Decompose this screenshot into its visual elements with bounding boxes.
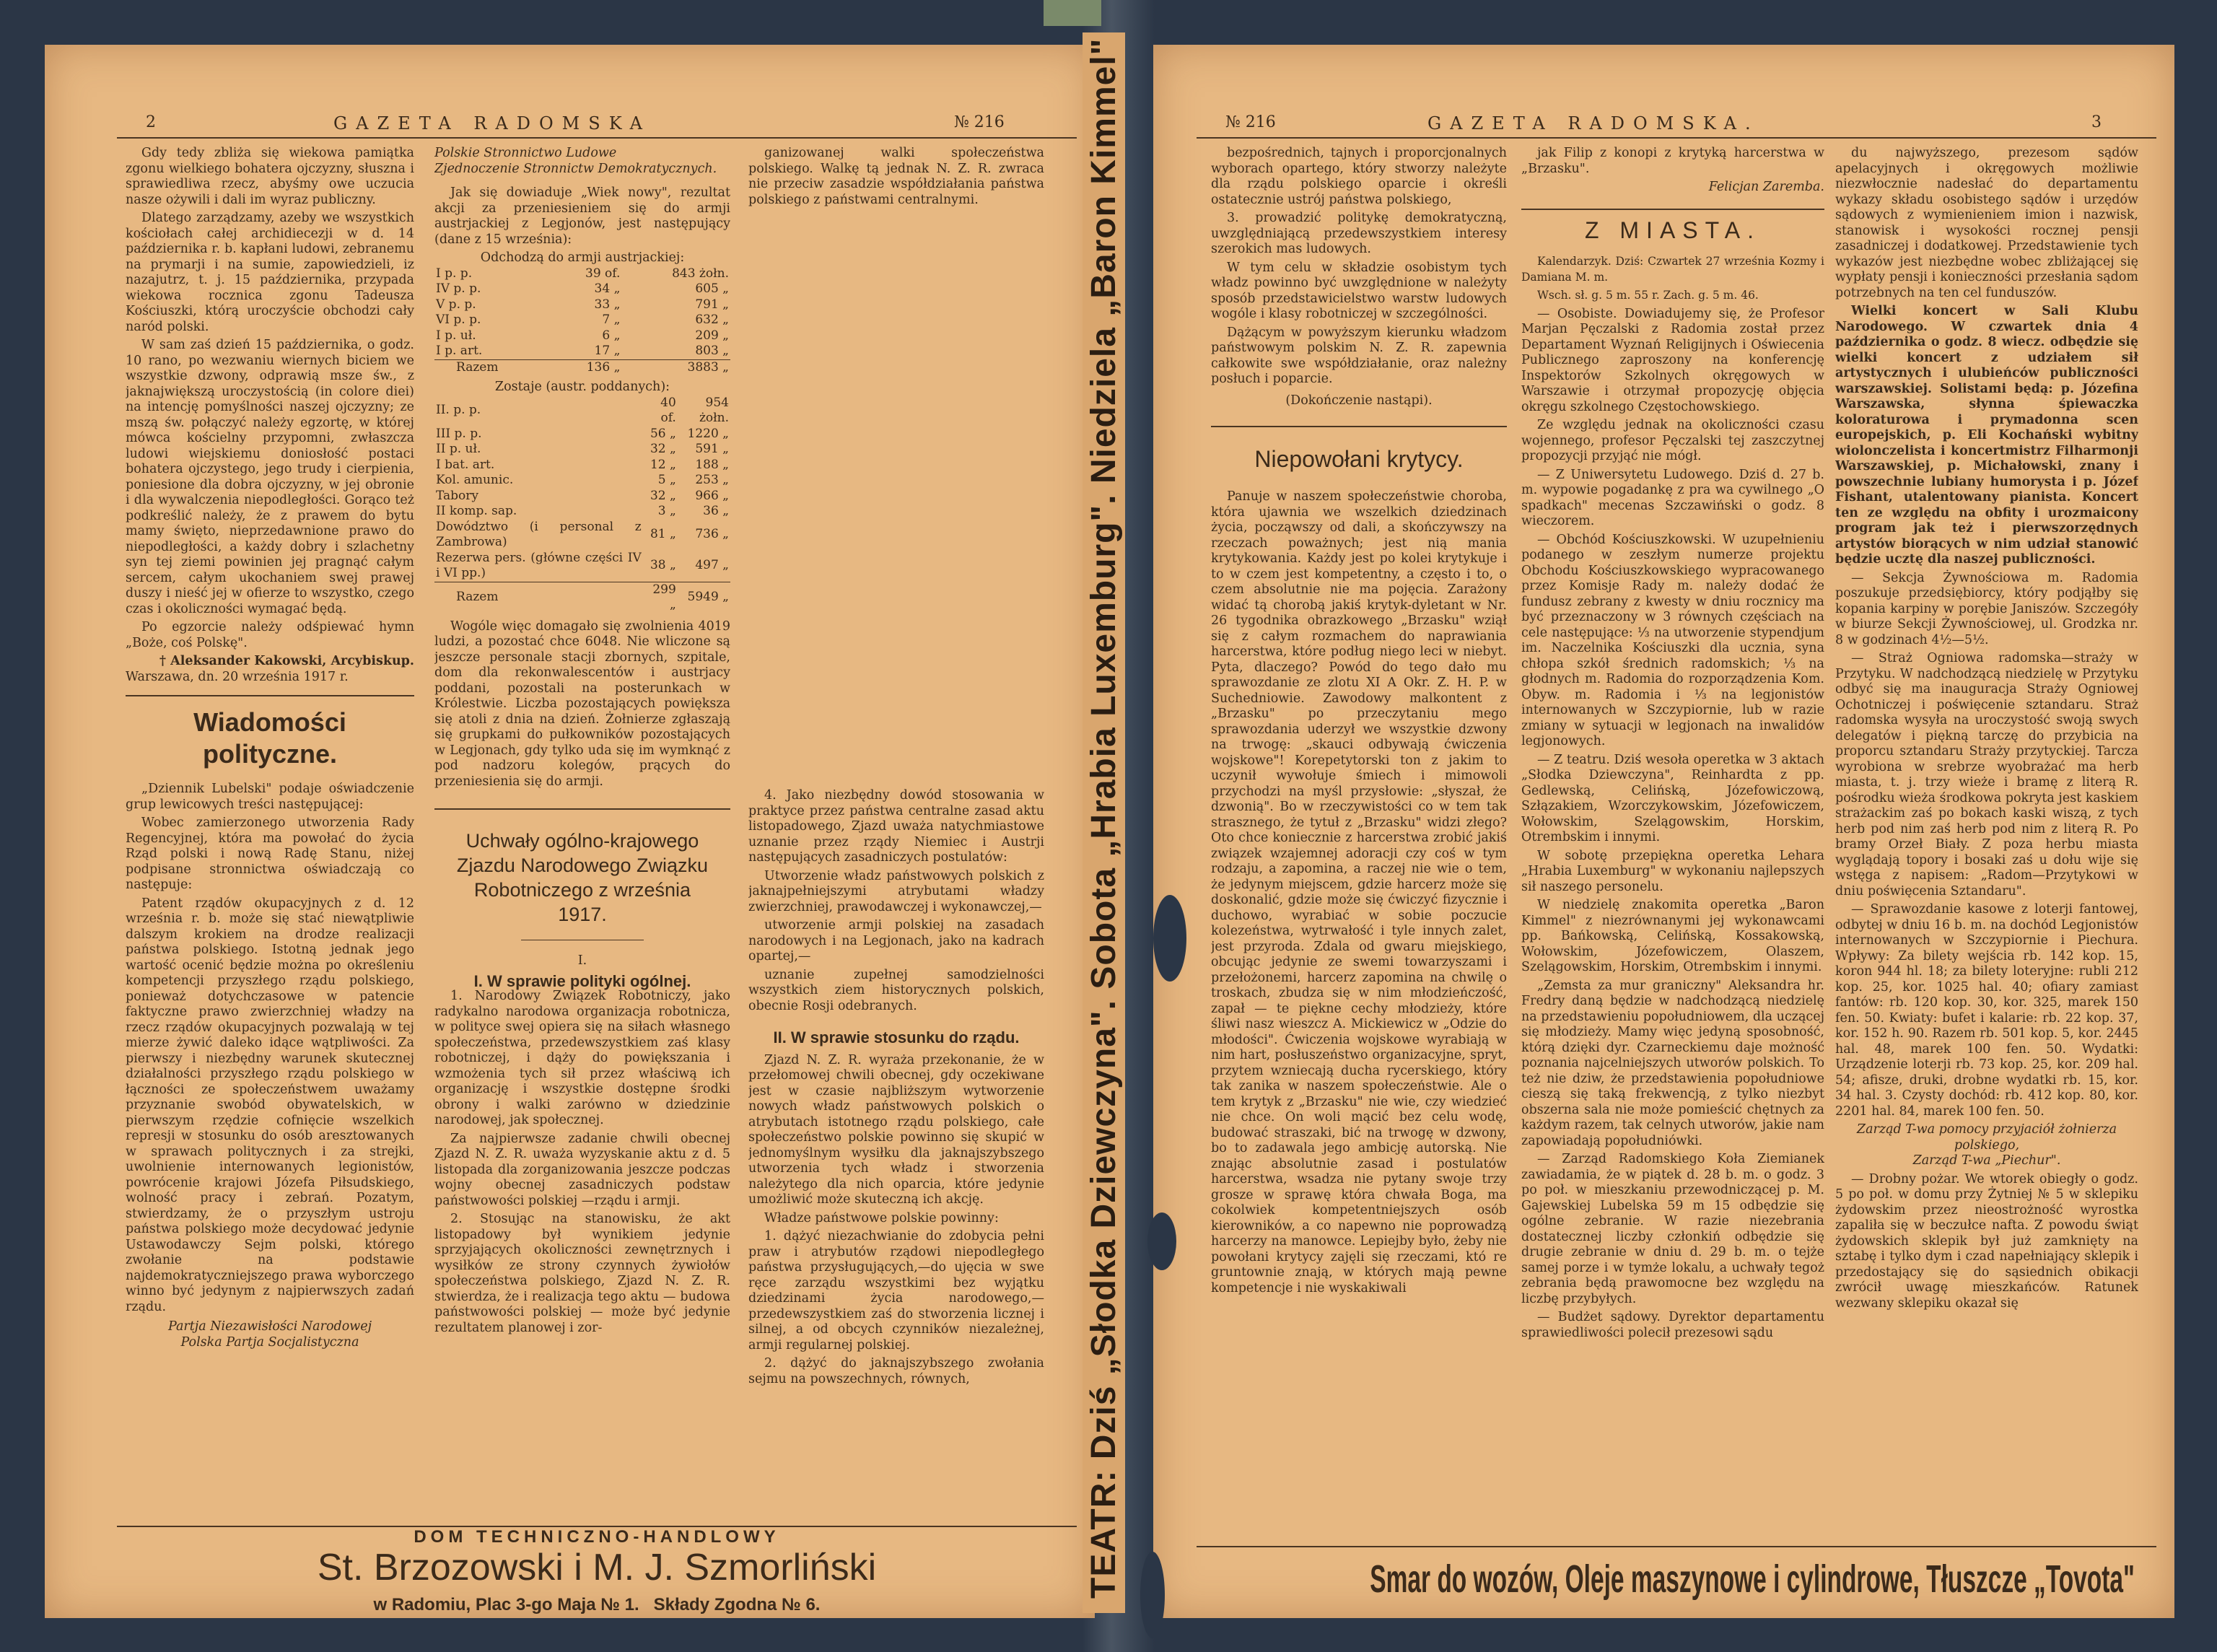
right-column-3 (1835, 146, 2138, 1539)
right-column-1 (1211, 146, 1507, 1539)
paragraph: Za najpierwsze zadanie chwili obecnej Zjazd N. Z. R. uważa wyzyskanie aktu z d. 5 listopada dla zorganizowania jeszcze podczas wojny obecnej zasadniczych podstaw państwowości polskiej —rządu i armji. (434, 1131, 730, 1208)
table-cell: 605 „ (695, 281, 729, 296)
signature: † Aleksander Kakowski, Arcybiskup. (159, 654, 414, 668)
sunrise-sunset: Wsch. sł. g. 5 m. 55 r. Zach. g. 5 m. 46. (1537, 289, 1759, 302)
table-cell: 36 „ (703, 504, 729, 518)
table-row (434, 328, 730, 344)
paragraph: 4. Jako niezbędny dowód stosowania w praktyce przez państwa centralne zasad aktu listopadowego, Zjazd uważa natychmiastowe uznanie przez rządy Niemiec i Austrji następujących zasadniczych postulatów: (748, 788, 1044, 865)
table-caption: Zostaje (austr. poddanych): (494, 380, 670, 394)
table-cell: V p. p. (436, 297, 476, 312)
paragraph: Dążącym w powyższym kierunku władzom państwowym polskim N. Z. R. zapewnia całkowite swe współdziałanie, oraz należny posłuch i poparcie. (1211, 325, 1507, 386)
table-cell: VI p. p. (436, 313, 481, 327)
table-row (434, 395, 730, 427)
table-cell: 3883 „ (687, 359, 729, 375)
party-names: Polskie Stronnictwo Ludowe Zjednoczenie Stronnictw Demokratycznych. (434, 146, 717, 176)
news-item: du najwyższego, prezesom sądów apelacyjnych i okręgowych możliwie niezwłocznie nadesłać do departamentu wykazy składu osobistego sądów i urzędów sądowych z wymienieniem imion i nazwisk, stanowisk i wysokości rocznej pensji zasadniczej i dodatkowej. Przedstawienie tych wykazów jest niezbędne wobec zbliżającej się wypłaty pensji i konieczności przesłania sądom potrzebnych na ten cel funduszów. (1835, 146, 2138, 300)
blank-space (748, 211, 1044, 788)
paragraph: Zjazd N. Z. R. wyraża przekonanie, że w przełomowej chwili obecnej, gdy oczekiwane jest w czasie najbliższym wytworzenie nowych władz państwowych polskich o atrybutach istotnego rządu polskiego, całe społeczeństwo polskie powinno się skupić w jednomyślnym wysiłku dla jaknajszybszego utworzenia tych władz i stworzenia należytego dla nich oparcia, które jedynie umożliwić może skuteczną ich akcję. (748, 1052, 1044, 1207)
table-cell: Dowództwo (i personal z Zambrowa) (436, 519, 642, 549)
table-cell: I p. art. (436, 344, 483, 358)
section-title: I. W sprawie polityki ogólnej. (473, 971, 691, 990)
table-row (434, 344, 730, 359)
table-row (434, 458, 730, 473)
news-item: „Zemsta za mur graniczny" Aleksandra hr. Fredry daną będzie w nadchodzącą niedzielę na przedstawieniu popołudniowem, dla uczącej się młodzieży. Mamy więc jedyną sposobność, którą dzięki dyr. Czarneckiemu daje możność poznania najcelniejszych utworów polskich. To też nie dziw, że przedstawienia popołudniowe cieszą się taką frekwencją, z tylko niezbyt obszerna sala nie może pomieścić chętnych za każdym razem, tak celnych utworów, jakie nam zapowiadają popołudniówki. (1521, 978, 1824, 1148)
table-row (434, 504, 730, 520)
table-cell: 39 of. (585, 266, 621, 281)
table-cell: 791 „ (695, 297, 729, 312)
paragraph: Po egzorcie należy odśpiewać hymn „Boże, coś Polskę". (126, 620, 414, 650)
table-row (434, 266, 730, 282)
news-item: — Z Uniwersytetu Ludowego. Dziś d. 27 b. m. wypowie pogadankę z pra wa cywilnego „O spadkach" mecenas Szczawiński o godz. 8 wieczorem. (1521, 467, 1824, 528)
header-rule (117, 137, 1077, 139)
paragraph: Gdy tedy zbliża się wiekowa pamiątka zgonu wielkiego bohatera ojczyzny, słuszna i sprawiedliwa rzecz, abyśmy owe uczucia nasze ożywili i dali im wyraz publiczny. (126, 146, 414, 207)
news-item: — Budżet sądowy. Dyrektor departamentu sprawiedliwości polecił prezesowi sądu (1521, 1310, 1824, 1340)
table-row (434, 520, 730, 551)
table-cell: 32 „ (650, 442, 676, 456)
article-headline: Niepowołani krytycy. (1254, 446, 1464, 472)
paragraph: uznanie zupełnej samodzielności wszystkich ziem historycznych polskich, obecnie Rosji odebranych. (748, 967, 1044, 1013)
section-heading: Z MIASTA. (1584, 217, 1762, 243)
table-cell: 253 „ (695, 473, 729, 487)
table-cell: 209 „ (695, 328, 729, 343)
paragraph: ganizowanej walki społeczeństwa polskiego. Walkę tą jednak N. Z. R. zwraca nie przeciw zasadzie współdziałania państwa polskiego z państwami centralnymi. (748, 146, 1044, 207)
legion-table-staying (434, 395, 730, 613)
table-row (434, 313, 730, 328)
table-cell: 33 „ (594, 297, 621, 312)
table-cell: I bat. art. (436, 457, 495, 472)
article-headline: Uchwały ogólno-krajowego Zjazdu Narodowego Związku Robotniczego z września 1917. (456, 830, 709, 925)
left-masthead: GAZETA RADOMSKA (333, 113, 651, 134)
table-cell: Tabory (436, 488, 479, 503)
table-cell: 497 „ (695, 558, 729, 573)
paragraph: 1. dążyć niezachwianie do zdobycia pełni praw i atrybutów rządowi niepodległego państwa przysługujących,—do ujęcia w swe ręce zarządu wszystkimi bez wyjątku dziedzinami życia narodowego,—przedewszystkiem zaś do stworzenia licznej i silnej, a od obcych czynników niezależnej, armji regularnej polskiej. (748, 1229, 1044, 1352)
paragraph: 1. Narodowy Związek Robotniczy, jako radykalno narodowa organizacja robotnicza, w polityce swej opiera się na siłach własnego społeczeństwa, przedewszystkiem zaś klasy robotniczej, i dąży do powiększania i wzmożenia tych sił przez właściwą ich organizację i wszystkie dostępne środki obrony i walki zarówno w dziedzinie narodowej, jak społecznej. (434, 989, 730, 1127)
table-cell: 188 „ (695, 457, 729, 472)
right-column-2 (1521, 146, 1824, 1539)
header-rule (1197, 137, 2156, 139)
table-cell: 17 „ (594, 344, 621, 358)
party-signatures: Partja Niezawisłości Narodowej Polska Partja Socjalistyczna (167, 1319, 372, 1350)
table-total-row (434, 359, 730, 375)
table-cell: 7 „ (602, 313, 621, 327)
signature: Felicjan Zaremba. (1708, 180, 1824, 194)
table-cell: 632 „ (695, 313, 729, 327)
section-title: II. W sprawie stosunku do rządu. (773, 1028, 1020, 1046)
roman-numeral: I. (577, 953, 587, 968)
news-item: Wielki koncert w Sali Klubu Narodowego. W czwartek dnia 4 października o godz. 8 wiecz. odbędzie się wielki koncert z udziałem sił artystycznych i ulubieńców publiczności warszawskiej. Solistami będą: p. Józefina Warszawska, słynna śpiewaczka koloraturowa i prymadonna scen europejskich, p. Eli Kochański wybitny wiolonczelista i koncertmistrz Filharmonji Warszawskiej, p. Michałowski, znany i powszechnie lubiany humorysta i p. Józef Fishant, utalentowany pianista. Koncert ten ze względu na obfity i urozmaicony program jak też i pierwszorzędnych artystów biorących w nim udział stanowić będzie ucztę dla naszej publiczności. (1835, 304, 2138, 567)
paragraph: W tym celu w składzie osobistym tych władz powinno być uwzględnione w należyty sposób przedstawicielstwo warstw ludowych wogóle i klasy robotniczej w szczególności. (1211, 260, 1507, 321)
divider (1521, 209, 1824, 210)
news-item: W sobotę przepiękna operetka Lehara „Hrabia Luxemburg" w wykonaniu najlepszych sił naszego personelu. (1521, 848, 1824, 894)
news-item: — Sprawozdanie kasowe z loterji fantowej, odbytej w dniu 16 b. m. na dochód Legjonistów internowanych w Szczypiornie i Piechura. Wpływy: Za bilety wejścia rb. 142 kop. 15, koron 944 hl. 18; za bilety loteryjne: rubli 212 kop. 25, kor. 1025 hal. 40; ofiary zamiast fantów: rb. 120 kop. 30, kor. 325, marek 150 fen. 50. Kwiaty: bufet i kalarie: rb. 22 kop. 37, kor. 152 h. 90. Razem rb. 501 kop. 5, kor. 2445 hal. 48, marek 100 fen. 50. Wydatki: Urządzenie loterji rb. 73 kop. 25, kor. 209 hal. 54; afisze, druki, drobne wydatki rb. 15, kor. 34 hal. 3. Czysty dochód: rb. 412 kop. 80, kor. 2201 hal. 84, marek 100 fen. 50. (1835, 902, 2138, 1119)
calendar: Kalendarzyk. Dziś: Czwartek 27 września Kozmy i Damiana M. m. (1521, 255, 1824, 284)
news-item: — Drobny pożar. We wtorek obiegły o godz. 5 po poł. w domu przy Żytniej № 5 w sklepiku żydowskim przez nieostrożność wyrostka zapaliła się w beczułce nafta. Z powodu świąt żydowskich sklepik był już zamknięty na sztabę i tylko dym i czad napełniający sklepik i przedostający się do sąsiednich obikacji zwrócił uwagę mieszkańców. Ratunek wezwany sklepiku okazał się (1835, 1171, 2138, 1311)
news-item: — Straż Ogniowa radomska—straży w Przytyku. W nadchodzącą niedzielę w Przytyku odbyć się ma inauguracja Straży Ogniowej Ochotniczej i poświęcenie sztandaru. Straż radomska wysyła na uroczystość swoją swych delegatów i piękną tarczę do przybicia na proporcu sztandaru Straży przytyckiej. Tarcza wyrobiona w srebrze wyobrażać ma herb miasta, t. j. trzy wieże i bramę z literą R. pośrodku wieża środkowa pokryta jest kaskiem strażackim zaś po bokach kaski wiszą, z tych herb pod nim zaś herb pod nim z literą R. Po bramy Orzeł Biały. Z poza herbu miasta wyglądają topory i bosaki zaś u dołu wije się wstęga z napisem: „Radom—Przytykowi w dniu poświęcenia Sztandaru". (1835, 651, 2138, 899)
section-heading: Wiadomości polityczne. (193, 707, 346, 769)
paragraph: Utworzenie władz państwowych polskich z jaknajpełniejszymi atrybutami władzy zwierzchniej, prawodawczej i wykonawczej,— (748, 868, 1044, 914)
table-cell: 81 „ (650, 527, 676, 542)
table-cell: 40 of. (660, 395, 676, 425)
table-row (434, 297, 730, 313)
table-row (434, 473, 730, 489)
paragraph: Wobec zamierzonego utworzenia Rady Regencyjnej, która ma powołać do życia Rząd polski i nową Radę Stanu, niżej podpisane stronnictwa oświadczają co następuje: (126, 816, 414, 892)
left-column-1 (126, 146, 414, 1553)
table-cell: 966 „ (695, 488, 729, 503)
paragraph: Władze państwowe polskie powinny: (764, 1210, 999, 1225)
legion-table-leaving (434, 266, 730, 376)
news-item: — Z teatru. Dziś wesoła operetka w 3 aktach „Słodka Dziewczyna", Reinhardta z pp. Gedlewską, Celińską, Józefowiczową, Szłązakiem, Wzorczykowskim, Józefowiczem, Wołowskim, Szelągowskim, Horskim, Otrembskim i innymi. (1521, 752, 1824, 844)
table-row (434, 427, 730, 442)
ad-address: w Radomiu, Plac 3-go Maja № 1. Składy Zgodna № 6. (373, 1595, 821, 1614)
left-column-3 (748, 146, 1044, 1553)
table-cell: Kol. amunic. (436, 473, 514, 487)
signature: Zarząd T-wa „Piechur". (1912, 1153, 2061, 1168)
table-cell: 1220 „ (687, 426, 729, 441)
continuation-note: (Dokończenie nastąpi). (1285, 393, 1433, 408)
news-item: — Osobiste. Dowiadujemy się, że Profesor Marjan Pęczalski z Radomia został przez Departament Wyznań Religijnych i Oświecenia Publicznego zaproszony na konferencję Inspektorów Szkolnych okręgowych w Warszawie i otrzymał propozycję objęcia okręgu szkolnego Częstochowskiego. (1521, 306, 1824, 414)
table-row (434, 442, 730, 458)
news-item: W niedzielę znakomita operetka „Baron Kimmel" z niezrównanymi jej wykonawcami pp. Bańkowską, Celińską, Kossakowską, Wołowskim, Józefowiczem, Olaszem, Szelągowskim, Horskim, Otrembskim i innymi. (1521, 898, 1824, 974)
paragraph: Dlatego zarządzamy, azeby we wszystkich kościołach całej archidiecezji w d. 14 października r. b. kapłani ludowi, zebranemu na prymarji i na sumie, zapowiedzieli, iz nazajutrz, t. j. 15 października, przypada wiekowa rocznica zgonu Tadeusza Kościuszki, którą uroczyście obchodzi cały naród polski. (126, 211, 414, 334)
paragraph: 2. dążyć do jaknajszybszego zwołania sejmu na powszechnych, równych, (748, 1356, 1044, 1386)
left-page-number: 2 (146, 113, 156, 131)
ad-tagline: DOM TECHNICZNO-HANDLOWY (414, 1527, 780, 1547)
dateline: Warszawa, dn. 20 września 1917 r. (126, 669, 349, 684)
table-cell: 3 „ (657, 504, 676, 518)
ad-lubricants: Smar do wozów, Oleje maszynowe i cylindrowe, Tłuszcze „Tovota" (1370, 1557, 2135, 1601)
signature: Zarząd T-wa pomocy przyjaciół żołnierza polskiego, (1856, 1122, 2117, 1153)
paper-hole (1147, 1212, 1176, 1270)
binding-tape (1044, 0, 1101, 26)
right-issue-number: № 216 (1225, 113, 1276, 131)
table-cell: 954 żołn. (699, 395, 729, 425)
left-page (45, 45, 1095, 1618)
paragraph: jak Filip z konopi z krytyką harcerstwa w „Brzasku". (1521, 146, 1824, 176)
paragraph: Patent rządów okupacyjnych z d. 12 września r. b. może się stać niewątpliwie dalszym krokiem na drodze realizacji państwa polskiego. Istotną jednak jego wartość ocenić będzie można po określeniu kompetencji przyszłego rządu polskiego, ponieważ dotychczasowe w patencie faktyczne prawo zwierzchniej władzy na rzecz rządów okupacyjnych pozwalają w tej mierze żywić daleko idące wątpliwości. Za pierwszy i niezbędny warunek skutecznej działalności przyszłego rządu polskiego w łączności ze społeczeństwem uważamy przyznanie swobód obywatelskich, w pierwszym rzędzie cofnięcie wszelkich represji w stosunku do osób aresztowanych w sprawach politycznych i za strejki, uwolnienie internowanych legionistów, powrócenie krajowi Józefa Piłsudskiego, wolność pracy i zebrań. Pozatym, stwierdzamy, że o przyszłym ustroju państwa polskiego może decydować jedynie Ustawodawczy Sejm polski, którego zwołanie na podstawie najdemokratyczniejszego prawa wyborczego winno być jedynym z najpierwszych zadań rządu. (126, 896, 414, 1314)
news-item: — Obchód Kościuszkowski. W uzupełnieniu podanego w zeszłym numerze projektu Obchodu Kościuszkowskiego wypracowanego przez Komisje Rady m. należy dodać że fundusz zebrany z kwesty w dniu rocznicy ma być przeznaczony w 3 równych częściach na cele następujące: ⅓ na utworzenie stypendjum im. Naczelnika Kościuszki dla ucznia, syna chłopa szkół średnich radomskich; ⅓ na głodnych m. Radomia do rozporządzenia Kom. Obyw. m. Radomia i ⅓ na legjonistów internowanych w Szczypiornie, lub w razie zmiany w sytuacji w legjonach na inwalidów legjonowych. (1521, 532, 1824, 748)
right-page-number: 3 (2091, 113, 2102, 131)
table-cell: 12 „ (650, 457, 676, 472)
paragraph: Panuje w naszem społeczeństwie choroba, która ujawnia we wszelkich dziedzinach życia, począwszy od dali, a skończywszy na rzeczach poważnych; jest nią mania krytykowania. Każdy jest po kolei krytykuje i to w czem jest kompetentny, a często i to, o czem absolutnie nie ma pojęcia. Zarażony widać tą chorobą jakiś krytyk-dyletant w Nr. 26 tygodnika obrazkowego „Brzasku" wziął się z całym rozmachem do naprawiania harcerstwa, które podług niego leci w niebyt. Pyta, dlaczego? Powód do tego dało mu sprawozdanie ze zlotu XI A Okr. Z. H. P. w Suchedniowie. Zawodowy malkontent z „Brzasku" po przeczytaniu mego sprawozdania uderzył we wszystkie dzwony na trwogę: „skauci odbywają ćwiczenia wojskowe"! Korepetytorski ton z jakim to uczynił wywołuje śmiech i mimowoli przychodzi na myśl przysłowie: „słyszał, że dzwonią". Bo w rzeczywistości co w tem tak strasznego, że tytuł z „Brzasku" widzi złego? Oto chce koniecznie z harcerstwa zrobić jakiś związek wzajemnej adoracji czy coś w tym rodzaju, a zapomina, a raczej nie wie o tem, że jedynym miejscem, gdzie harcerz może się doskonalić, gdzie może się ćwiczyć fizycznie i duchowo, wyrabiać w sobie poczucie kolezeństwa, wytrwałość i tyle innych zalet, jest przyroda. Zdala od gwaru miejskiego, obcując jedynie ze swemi towarzyszami i przełożonemi, harcerz zapomina na chwilę o troskach, zbudza się w nim młodzieńczość, zapał — te piękne cechy młodzieży, które śliwi nasz wieszcz A. Mickiewicz w „Odzie do młodości". Ćwiczenia wojskowe wyrabiają w nim hart, posłuszeństwo organizacyjne, spryt, przytem wzniecają ducha rycerskiego, który tak zanika w naszem społeczeństwie. Ale o tem krytyk z „Brzasku" nie wie, czy wiedzieć nie chce. On woli mącić bez celu wodę, budować straszaki, bić na trwogę w dzwony, bo to zadawala jego ambicję autorską. Nie znając absolutnie zasad i postulatów harcerstwa, wsadza nie pytany swoje trzy grosze w sprawę która chwała Boga, ma cokolwiek kompetentniejszych osób kierowników, a co napewno nie poprowadzą harcerzy na manowce. Lepiejby było, żeby nie powołani krytycy zajęli się rzeczami, któ re gruntownie znają, w których mają pewne kompetencje i nie wyskakiwali (1211, 489, 1507, 1295)
table-cell: II p. uł. (436, 442, 481, 456)
right-masthead: GAZETA RADOMSKA. (1427, 113, 1759, 134)
news-item: — Zarząd Radomskiego Koła Ziemianek zawiadamia, że w piątek d. 28 b. m. o godz. 3 po poł. w mieszkaniu przewodniczącej p. M. Gajewskiej Lubelska 59 m 15 odbędzie się ogólne zebranie. W razie niezebrania dostatecznej liczby członkiń odbędzie się drugie zebranie w dniu d. 29 b. m. o tejże samej porze i w tymże lokalu, a uchwały tegoż zebrania będą prawomocne bez względu na liczbę przybyłych. (1521, 1152, 1824, 1306)
paragraph: „Dziennik Lubelski" podaje oświadczenie grup lewicowych treści następującej: (126, 782, 414, 812)
table-cell: III p. p. (436, 426, 482, 441)
paragraph: Jak się dowiaduje „Wiek nowy", rezultat akcji za przeniesieniem się do armji austrjackiej z Legjonów, jest następujący (dane z 15 września): (434, 185, 730, 247)
table-row (434, 489, 730, 504)
ad-rule (1197, 1546, 2156, 1547)
table-cell: 803 „ (695, 344, 729, 358)
left-column-2 (434, 146, 730, 1553)
paragraph: utworzenie armji polskiej na zasadach narodowych i na Legjonach, jako na kadrach opartej,— (748, 918, 1044, 963)
table-cell: II komp. sap. (436, 504, 517, 518)
table-total-row (434, 582, 730, 613)
table-row (434, 551, 730, 582)
table-cell: 32 „ (650, 488, 676, 503)
table-row (434, 281, 730, 297)
table-cell: 5949 „ (687, 590, 729, 605)
table-cell: 56 „ (650, 426, 676, 441)
ad-company-name: St. Brzozowski i M. J. Szmorliński (317, 1547, 877, 1588)
paragraph: Wogóle więc domagało się zwolnienia 4019 ludzi, a pozostać chce 6048. Nie wliczone są jeszcze personale stacji zbornych, szpitale, dom dla rekonwalescentów i austrjacy poddani, pozostali na posterunkach w Królestwie. Liczba pozostających powiększa się atoli z dnia na dzień. Żołnierze zgłaszają się grupkami do pułkowników pozostających w Legjonach, gdy tylko uda się im wymknąć z pod nadzoru kolegów, prących do przeniesienia się do armji. (434, 619, 730, 789)
paragraph: W sam zaś dzień 15 października, o godz. 10 rano, po wezwaniu wiernych biciem we wszystkie dzwony, odprawią msze św., z jaknajwiększą uroczystością (in colore diei) na intencję pomyślności naszej ojczyzny; ze mszą św. połączyć należy egzortę, w której mówca kościelny przypomni, zwłaszcza ludowi wiejskiemu doniosłość postaci bohatera ojczystego, jego trudy i cierpienia, poniesione dla dobra ojczyzny, w jej obronie i dla wywalczenia niepodległości. Gorąco też podkreślić należy, że z prawem do bytu mamy święto, nieprzedawnione prawo do niepodległości, a każdy dobry i szlachetny syn tej ziemi powinien jej pragnąć całym sercem, całym ukochaniem swej prawej duszy i nieść jej w ofierze to wszystko, czego czas i okoliczności wymagać będą. (126, 338, 414, 616)
paragraph: 2. Stosując na stanowisku, że akt listopadowy był wynikiem jedynie sprzyjających okoliczności zewnętrznych i wysiłków ze strony czynnych żywiołów społeczeństwa polskiego, Zjazd N. Z. R. stwierdza, że i realizacja tego aktu — budowa państwowości polskiej — może być jedynie rezultatem planowej i zor- (434, 1212, 730, 1335)
divider (1211, 426, 1507, 427)
table-cell: IV p. p. (436, 281, 481, 296)
divider (434, 808, 730, 810)
paragraph: 3. prowadzić politykę demokratyczną, uwzględniającą przedewszystkiem interesy szerokich mas ludowych. (1211, 211, 1507, 256)
table-cell: Razem (456, 359, 499, 375)
table-cell: Rezerwa pers. (główne części IV i VI pp.) (436, 550, 642, 580)
table-cell: 299 „ (652, 582, 676, 612)
table-cell: Razem (456, 590, 499, 605)
table-cell: 6 „ (602, 328, 621, 343)
left-issue-number: № 216 (954, 113, 1005, 131)
table-cell: 38 „ (650, 558, 676, 573)
table-cell: 136 „ (586, 359, 621, 375)
table-cell: 5 „ (657, 473, 676, 487)
table-cell: 843 żołn. (672, 266, 729, 281)
paper-hole (1153, 895, 1186, 982)
table-cell: 591 „ (695, 442, 729, 456)
table-cell: 34 „ (594, 281, 621, 296)
paragraph: bezpośrednich, tajnych i proporcjonalnych wyborach opartego, który stworzy należyte dla rządu polskiego oparcie i określi ostatecznie ustrój państwa polskiego, (1211, 146, 1507, 207)
table-cell: 736 „ (695, 527, 729, 542)
table-cell: I p. uł. (436, 328, 476, 343)
table-cell: II. p. p. (436, 403, 481, 418)
table-cell: I p. p. (436, 266, 473, 281)
theatre-banner: TEATR: Dziś „Słodka Dziewczyna". Sobota „Hrabia Luxemburg". Niedziela „Baron Kimmel" (1083, 32, 1125, 1613)
right-page (1153, 45, 2174, 1618)
news-item: Ze względu jednak na okoliczności czasu wojennego, profesor Pęczalski tej zaszczytnej propozycji przyjąć nie mógł. (1521, 418, 1824, 463)
divider (126, 695, 414, 696)
paper-hole (1140, 1552, 1165, 1638)
news-item: — Sekcja Żywnościowa m. Radomia poszukuje przedsiębiorcy, który podjąłby się kopania karpiny w porębie Janiszów. Szczegóły w biurze Sekcji Żywnościowej, ul. Grodzka nr. 8 w godzinach 4½—5½. (1835, 570, 2138, 647)
table-caption: Odchodzą do armji austrjackiej: (480, 250, 685, 265)
